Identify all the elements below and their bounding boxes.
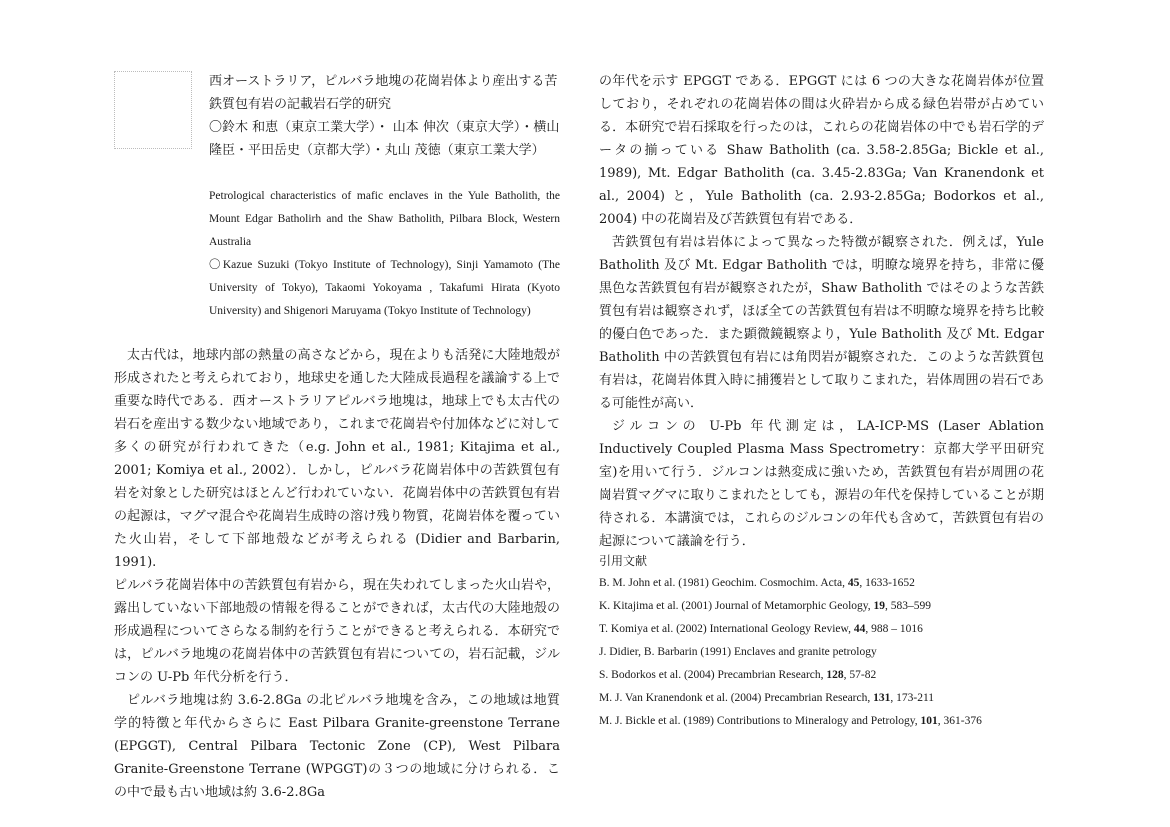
reference-item: T. Komiya et al. (2002) International Geology Review, 44, 988 – 1016 bbox=[599, 623, 923, 635]
body-paragraph-3: ピルバラ地塊は約 3.6-2.8Ga の北ピルバラ地塊を含み，この地域は地質学的特徴と年代からさらに East Pilbara Granite-greenstone Terrane (EPGGT), Central Pilbara Tectonic Zone (CP), West Pilbara Granite-Greenstone Terrane (WPGGT)の３つの地域に分けられる．この中で最も古い地域は約 3.6-2.8Ga bbox=[114, 693, 560, 800]
authors-japanese: 〇鈴木 和恵（東京工業大学）・ 山本 伸次（東京大学）・横山 隆臣・平田岳史（京都大学）・丸山 茂徳（東京工業大学） bbox=[209, 120, 560, 158]
authors-english: 〇Kazue Suzuki (Tokyo Institute of Technology), Sinji Yamamoto (The University of Tokyo), Takaomi Yokoyama , Takafumi Hirata (Kyoto University) and Shigenori Maruyama (Tokyo Institute of Technology) bbox=[209, 259, 560, 317]
abstract-header bbox=[209, 70, 560, 162]
body-paragraph-2: ピルバラ花崗岩体中の苦鉄質包有岩から，現在失われてしまった火山岩や，露出していない下部地殻の情報を得ることができれば，太古代の大陸地殻の形成過程についてさらなる制約を行うことができると考えられる．本研究では，ピルバラ地塊の花崗岩体中の苦鉄質包有岩についての，岩石記載，ジルコンの U-Pb 年代分析を行う． bbox=[114, 578, 560, 685]
reference-item: K. Kitajima et al. (2001) Journal of Metamorphic Geology, 19, 583–599 bbox=[599, 600, 932, 612]
left-column bbox=[114, 344, 560, 804]
reference-item: J. Didier, B. Barbarin (1991) Enclaves and granite petrology bbox=[599, 646, 877, 658]
reference-item: B. M. John et al. (1981) Geochim. Cosmochim. Acta, 45, 1633-1652 bbox=[599, 577, 915, 589]
reference-item: M. J. Van Kranendonk et al. (2004) Precambrian Research, 131, 173-211 bbox=[599, 692, 935, 704]
title-english: Petrological characteristics of mafic enclaves in the Yule Batholith, the Mount Edgar Batholirh and the Shaw Batholith, Pilbara Block, Western Australia bbox=[209, 190, 560, 248]
references-list bbox=[599, 572, 1049, 733]
abstract-header-english bbox=[209, 185, 560, 323]
reference-item: S. Bodorkos et al. (2004) Precambrian Research, 128, 57-82 bbox=[599, 669, 877, 681]
reference-item: M. J. Bickle et al. (1989) Contributions to Mineralogy and Petrology, 101, 361-376 bbox=[599, 715, 982, 727]
title-japanese: 西オーストラリア，ピルバラ地塊の花崗岩体より産出する苦鉄質包有岩の記載岩石学的研究 bbox=[209, 74, 558, 112]
right-column bbox=[599, 70, 1044, 553]
stamp-placeholder-box bbox=[114, 71, 192, 149]
body-paragraph-4: の年代を示す EPGGT である．EPGGT には 6 つの大きな花崗岩体が位置しており，それぞれの花崗岩体の間は火砕岩から成る緑色岩帯が占めている．本研究で岩石採取を行ったのは，これらの花崗岩体の中でも岩石学的データの揃っている Shaw Batholith (ca. 3.58-2.85Ga; Bickle et al., 1989), Mt. Edgar Batholith (ca. 3.45-2.83Ga; Van Kranendonk et al., 2004) と，Yule Batholith (ca. 2.93-2.85Ga; Bodorkos et al., 2004) 中の花崗岩及び苦鉄質包有岩である． bbox=[599, 74, 1044, 227]
references-heading: 引用文献 bbox=[599, 554, 648, 568]
body-paragraph-1: 太古代は，地球内部の熱量の高さなどから，現在よりも活発に大陸地殻が形成されたと考えられており，地球史を通した大陸成長過程を議論する上で重要な時代である．西オーストラリアピルバラ地塊は，地球上でも太古代の岩石を産出する数少ない地域であり，これまで花崗岩や付加体などに対して多くの研究が行われてきた（e.g. John et al., 1981; Kitajima et al., 2001; Komiya et al., 2002）．しかし，ピルバラ花崗岩体中の苦鉄質包有岩を対象とした研究はほとんど行われていない．花崗岩体中の苦鉄質包有岩の起源は，マグマ混合や花崗岩生成時の溶け残り物質，花崗岩体を覆っていた火山岩，そして下部地殻などが考えられる (Didier and Barbarin, 1991). bbox=[114, 348, 560, 570]
body-paragraph-5: 苦鉄質包有岩は岩体によって異なった特徴が観察された．例えば，Yule Batholith 及び Mt. Edgar Batholith では，明瞭な境界を持ち，非常に優黒色な苦鉄質包有岩が観察されたが，Shaw Batholith ではそのような苦鉄質包有岩は観察されず，ほぼ全ての苦鉄質包有岩は不明瞭な境界を持ち比較的優白色であった．また顕微鏡観察より，Yule Batholith 及び Mt. Edgar Batholith 中の苦鉄質包有岩には角閃岩が観察された．このような苦鉄質包有岩は，花崗岩体貫入時に捕獲岩として取りこまれた，岩体周囲の岩石である可能性が高い． bbox=[599, 235, 1044, 411]
body-paragraph-6: ジルコンの U-Pb 年代測定は，LA-ICP-MS (Laser Ablation Inductively Coupled Plasma Mass Spectrometry：京都大学平田研究室)を用いて行う．ジルコンは熱変成に強いため，苦鉄質包有岩が周囲の花崗岩質マグマに取りこまれたとしても，源岩の年代を保持していることが期待される．本講演では，これらのジルコンの年代も含めて，苦鉄質包有岩の起源について議論を行う． bbox=[599, 419, 1044, 549]
